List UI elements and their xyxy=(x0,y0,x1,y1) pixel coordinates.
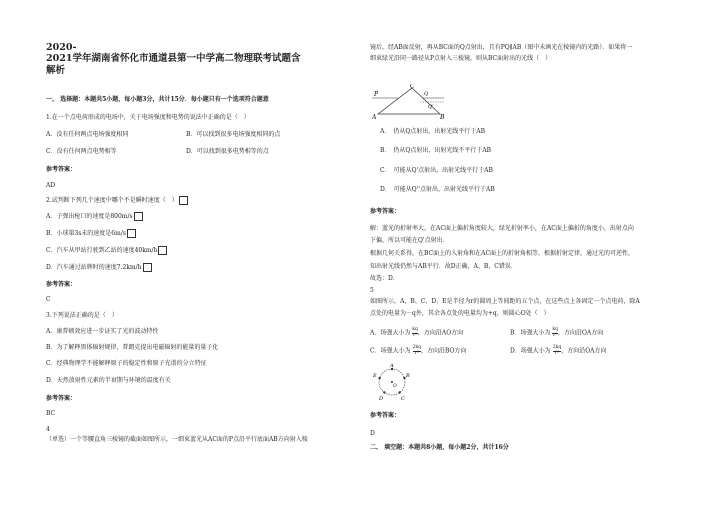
q5-option-c xyxy=(370,346,466,356)
label-e: E xyxy=(373,373,377,379)
fraction-den: r² xyxy=(553,332,558,338)
q2-option-c-row xyxy=(46,246,167,255)
fraction xyxy=(413,346,421,356)
q4-stem-line3: 细束绿光沿同一路径从P点射入三棱镜，则从BC面射出的光线（ ） xyxy=(370,55,552,62)
q1-stem: 1.在一个点电荷形成的电场中，关于电场强度和电势的说法中正确的是（ ） xyxy=(46,114,250,121)
q1-option-d: D．可以找到很多电势相等的点 xyxy=(186,148,269,155)
q4-option-d: D． 可能从Q''点射出，出射光线平行于AB xyxy=(380,186,495,193)
q4-number: 4 xyxy=(46,426,50,433)
q2-option-a-row xyxy=(46,212,143,221)
answer-box xyxy=(158,246,167,255)
q5-option-a xyxy=(370,328,463,338)
label-o: O xyxy=(393,384,397,389)
q3-option-b: B．为了解释黑体辐射规律，普朗克提出电磁辐射的能量的量子化 xyxy=(46,344,219,351)
q4-explanation-line5: 故选：D． xyxy=(370,275,399,282)
q4-ref-heading: 参考答案： xyxy=(370,208,401,215)
q1-answer: AD xyxy=(46,182,56,189)
q5-option-a-label: A．场强大小为 xyxy=(370,329,411,337)
label-q: Q xyxy=(424,91,429,97)
q5-option-d xyxy=(510,346,606,356)
fraction-den: r² xyxy=(414,350,419,356)
q2-ref-heading: 参考答案： xyxy=(46,281,77,288)
q5-option-c-label: C．场强大小为 xyxy=(370,347,411,355)
fraction-den: r² xyxy=(554,350,559,356)
q3-answer: BC xyxy=(46,410,56,417)
q3-option-c: C．经典物理学不能解释原子的稳定性和原子光谱的分立特征 xyxy=(46,360,207,367)
q4-option-c: C． 可能从Q'点射出，出射光线平行于AB xyxy=(380,167,493,174)
title-line2: 2021学年湖南省怀化市通道县第一中学高二物理联考试题含 xyxy=(46,53,301,64)
title-line1: 2020- xyxy=(46,42,77,53)
q3-option-d: D．天然放射性元素的半衰期与环境的温度有关 xyxy=(46,377,171,384)
q1-ref-heading: 参考答案： xyxy=(46,166,77,173)
label-c: C xyxy=(401,396,405,402)
q5-ref-heading: 参考答案： xyxy=(370,412,401,419)
fraction-den: r² xyxy=(413,332,418,338)
q5-stem-line1: 如图所示，A、B、C、D、E是半径为r的圆周上等间距的五个点，在这些点上各固定一个点电荷，除A xyxy=(370,298,640,305)
q5-number: 5 xyxy=(370,287,374,294)
q2-option-c: C．汽车从甲站行驶到乙站的速度40km/h xyxy=(46,247,158,254)
center-point xyxy=(391,381,393,383)
q5-answer: D xyxy=(370,430,375,437)
q4-option-a: A． 仍从Q点射出，出射光线平行于AB xyxy=(380,128,485,135)
q2-option-d: D．汽车通过站牌时的速度7.2km/h xyxy=(46,264,142,271)
q2-option-b: B．小球第3s末的速度是6m/s xyxy=(46,230,126,237)
q4-option-b: B． 仍从Q点射出，出射光线不平行于AB xyxy=(380,147,492,154)
label-b: B xyxy=(406,373,410,379)
q4-explanation-line3: 根据几何关系得，在BC面上的入射角和在AC面上的折射角相等，根据折射定律，通过光的可逆性， xyxy=(370,250,635,257)
q5-option-b-dir: ，方向沿OA方向 xyxy=(557,329,604,337)
label-a: A xyxy=(372,114,377,120)
q1-option-b: B．可以找到很多电场强度相同的点 xyxy=(186,131,281,138)
answer-box xyxy=(143,263,152,272)
q3-stem: 3.下列说法正确的是（ ） xyxy=(46,312,118,319)
label-b: B xyxy=(440,114,445,120)
charge-c xyxy=(398,391,400,393)
q2-option-a: A．子弹出枪口的速度是800m/s xyxy=(46,213,133,220)
fraction-num: kq xyxy=(552,327,558,332)
charge-e xyxy=(378,377,380,379)
q3-option-a: A．康普顿效应进一步证实了光的波动特性 xyxy=(46,328,159,335)
answer-box xyxy=(134,212,143,221)
fraction-num: 2kq xyxy=(412,345,421,350)
label-q-prime: Q' xyxy=(428,104,434,110)
q2-stem-row xyxy=(46,196,188,205)
prism-figure xyxy=(372,84,452,120)
fraction xyxy=(553,346,561,356)
fraction-num: 2kq xyxy=(552,345,562,350)
circle-figure xyxy=(372,362,412,402)
q5-option-c-dir: ，方向沿BO方向 xyxy=(421,347,467,355)
answer-box xyxy=(179,196,188,205)
q5-option-b xyxy=(510,328,603,338)
q3-ref-heading: 参考答案： xyxy=(46,395,77,402)
fraction-num: kq xyxy=(412,327,418,332)
q4-explanation-line1: 解：蓝光的折射率大，在AC面上偏折角度较大，绿光折射率小，在AC面上偏折的角度小，出射点向 xyxy=(370,225,634,232)
q2-option-d-row xyxy=(46,263,152,272)
q5-option-b-label: B．场强大小为 xyxy=(510,329,551,337)
q1-option-c: C．没有任何两点电势相等 xyxy=(46,148,117,155)
charge-d xyxy=(383,391,385,393)
q2-answer: C xyxy=(46,296,51,303)
q2-option-b-row xyxy=(46,229,136,238)
title-line3: 解析 xyxy=(46,65,66,76)
q5-stem-line2: 点处的电量为－q外，其余各点处的电量均为+q，则圆心O处（ ） xyxy=(370,310,550,317)
q4-explanation-line2: 下偏，所以可能在Q'点射出． xyxy=(370,237,449,244)
answer-box xyxy=(127,229,136,238)
label-p: P xyxy=(374,91,379,98)
label-d: D xyxy=(379,396,384,402)
q4-explanation-line4: 知出射光线仍然与AB平行．故D正确，A、B、C错误． xyxy=(370,263,517,270)
section1-heading: 一、 选择题：本题共5小题，每小题3分，共计15分．每小题只有一个选项符合题意 xyxy=(46,96,269,103)
label-c: C xyxy=(410,84,415,90)
q4-stem-line2: 镜后，经AB面反射，再从BC面的Q点射出，且有PQ∥AB（图中未画光在棱镜内的光路）．如果将一 xyxy=(370,44,633,51)
section2-heading: 二、 填空题：本题共8小题，每小题2分，共计16分 xyxy=(370,444,509,451)
q5-option-a-dir: ，方向沿AO方向 xyxy=(417,329,464,337)
prism-triangle xyxy=(378,88,440,114)
q1-option-a: A．没有任何两点电场强度相同 xyxy=(46,131,129,138)
label-a: A xyxy=(390,363,394,369)
q5-option-d-label: D．场强大小为 xyxy=(510,347,551,355)
q2-stem: 2.试判断下列几个速度中哪个不是瞬时速度（ ） xyxy=(46,197,178,204)
q4-stem-line1: （单选）一个等腰直角三棱镜的截面如图所示，一细束蓝光从AC面的P点沿平行底面AB方向射入棱 xyxy=(46,436,308,443)
q5-option-d-dir: ，方向沿OA方向 xyxy=(561,347,607,355)
